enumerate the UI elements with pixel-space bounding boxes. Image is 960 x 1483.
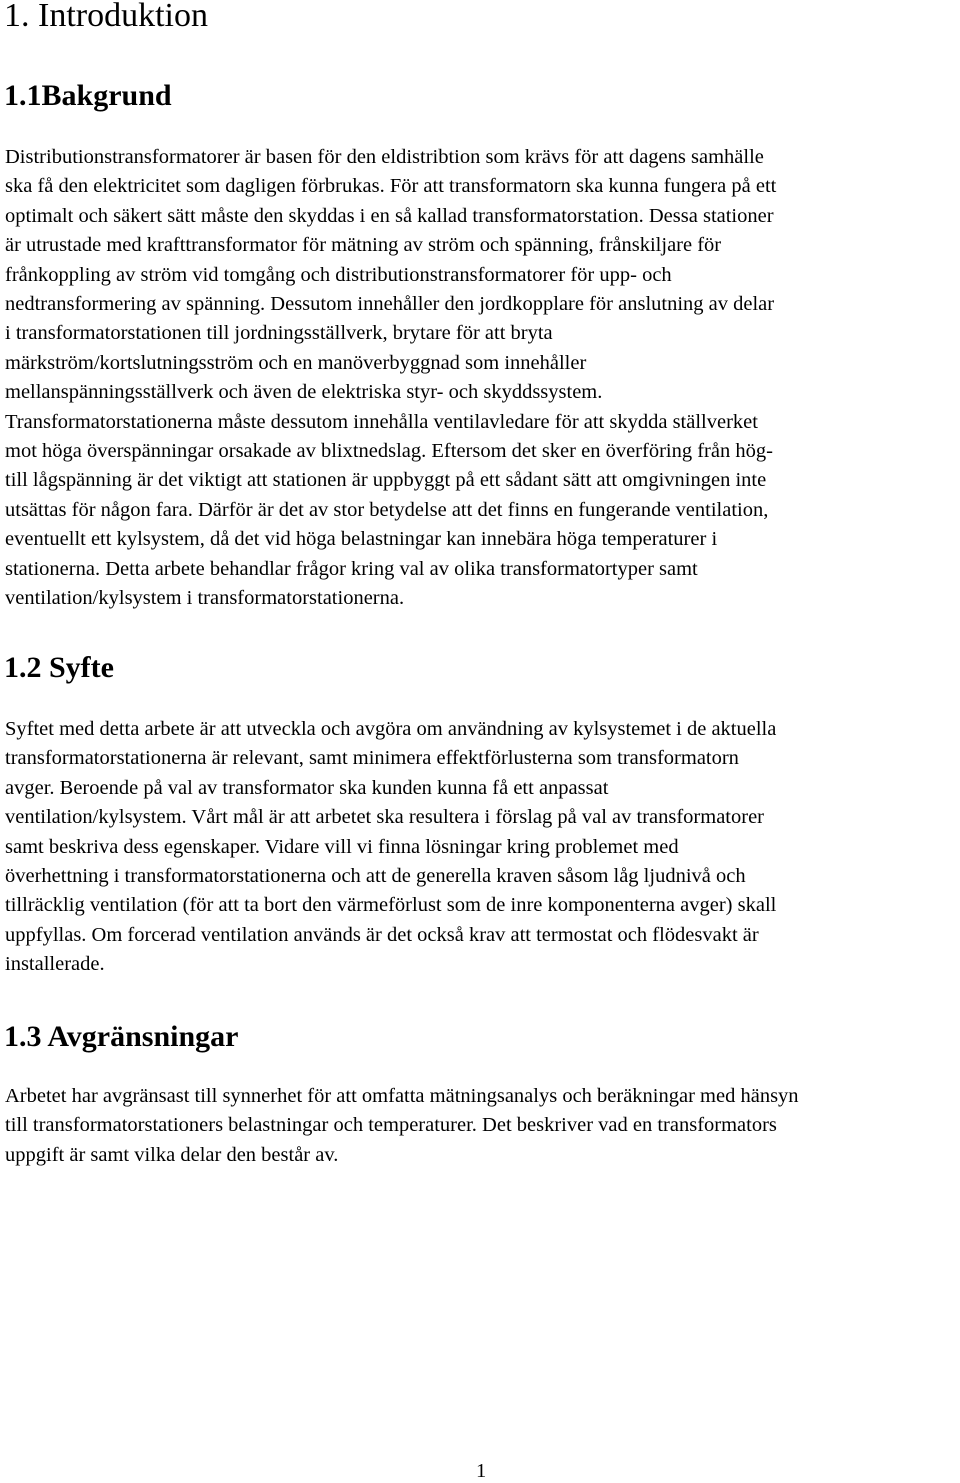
text-line: överhettning i transformatorstationerna och att de generella kraven såsom låg ljudnivå och	[5, 865, 746, 888]
text-line: uppgift är samt vilka delar den består av.	[5, 1143, 339, 1166]
text-line: eventuellt ett kylsystem, då det vid höga belastningar kan innebära höga temperaturer i	[5, 528, 718, 551]
text-line: ventilation/kylsystem. Vårt mål är att arbetet ska resultera i förslag på val av transformatorer	[5, 806, 764, 829]
text-line: Syftet med detta arbete är att utveckla och avgöra om användning av kylsystemet i de aktuella	[5, 718, 777, 740]
text-line: till transformatorstationers belastningar och temperaturer. Det beskriver vad en transformators	[5, 1114, 777, 1137]
paragraph-bakgrund	[5, 143, 960, 614]
text-line: installerade.	[5, 953, 105, 976]
text-line: samt beskriva dess egenskaper. Vidare vill vi finna lösningar kring problemet med	[5, 835, 679, 858]
section-heading-bakgrund: 1.1Bakgrund	[4, 79, 172, 112]
text-line: optimalt och säkert sätt måste den skyddas i en så kallad transformatorstation. Dessa stationer	[5, 204, 774, 227]
text-line: mot höga överspänningar orsakade av blixtnedslag. Eftersom det sker en överföring från hög-	[5, 440, 773, 463]
text-line: Distributionstransformatorer är basen för den eldistribtion som krävs för att dagens samhälle	[5, 146, 764, 168]
text-line: till lågspänning är det viktigt att stationen är uppbyggt på ett sådant sätt att omgivningen inte	[5, 469, 767, 492]
text-line: är utrustade med krafttransformator för mätning av ström och spänning, frånskiljare för	[5, 234, 722, 257]
text-line: transformatorstationerna är relevant, samt minimera effektförlusterna som transformatorn	[5, 747, 739, 770]
text-line: avger. Beroende på val av transformator ska kunden kunna få ett anpassat	[5, 776, 609, 799]
text-line: uppfyllas. Om forcerad ventilation används är det också krav att termostat och flödesvakt är	[5, 923, 759, 946]
text-line: Arbetet har avgränsast till synnerhet för att omfatta mätningsanalys och beräkningar med hänsyn	[5, 1085, 799, 1107]
paragraph-avgransningar	[5, 1082, 960, 1170]
text-line: stationerna. Detta arbete behandlar frågor kring val av olika transformatortyper samt	[5, 557, 698, 580]
page-number: 1	[476, 1460, 487, 1482]
section-heading-avgransningar: 1.3 Avgränsningar	[4, 1020, 239, 1053]
paragraph-syfte	[5, 715, 960, 980]
chapter-heading: 1. Introduktion	[4, 0, 208, 34]
text-line: Transformatorstationerna måste dessutom innehålla ventilavledare för att skydda ställverket	[5, 410, 758, 433]
text-line: ska få den elektricitet som dagligen förbrukas. För att transformatorn ska kunna fungera på ett	[5, 175, 777, 198]
text-line: frånkoppling av ström vid tomgång och distributionstransformatorer för upp- och	[5, 263, 672, 286]
text-line: märkström/kortslutningsström och en manöverbyggnad som innehåller	[5, 351, 587, 374]
text-line: utsättas för någon fara. Därför är det av stor betydelse att det finns en fungerande ventilation,	[5, 498, 769, 521]
text-line: i transformatorstationen till jordningsställverk, brytare för att bryta	[5, 322, 553, 345]
text-line: nedtransformering av spänning. Dessutom innehåller den jordkopplare för anslutning av delar	[5, 293, 775, 316]
text-line: tillräcklig ventilation (för att ta bort den värmeförlust som de inre komponenterna avger) skall	[5, 894, 777, 917]
text-line: mellanspänningsställverk och även de elektriska styr- och skyddssystem.	[5, 381, 603, 404]
section-heading-syfte: 1.2 Syfte	[4, 651, 114, 684]
text-line: ventilation/kylsystem i transformatorstationerna.	[5, 587, 405, 610]
